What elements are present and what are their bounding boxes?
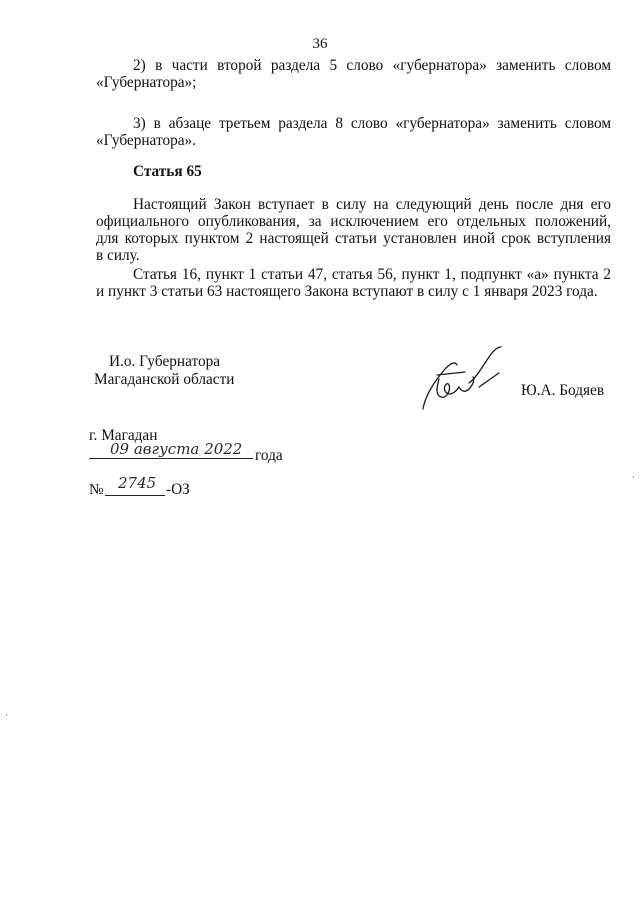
number-prefix: № <box>89 481 104 498</box>
item-2-number: 2) в <box>133 57 163 74</box>
page-number: 36 <box>312 36 328 52</box>
word: абзаце <box>168 115 212 132</box>
body-para-1-line-2: официального опубликования, за исключением его отдельных положений, <box>96 213 611 230</box>
item-2-line-2: «Губернатора»; <box>96 74 197 91</box>
date-underline <box>89 458 253 459</box>
word: словом <box>564 115 612 132</box>
number-handwritten: 2745 <box>118 474 157 492</box>
word: раздела <box>278 115 328 132</box>
word: слово <box>350 115 388 132</box>
item-3-line-2: «Губернатора». <box>96 132 196 149</box>
item-3-line-1 <box>133 115 611 132</box>
body-para-2-last-line: и пункт 3 статьи 63 настоящего Закона вступают в силу с 1 января 2023 года. <box>96 283 598 300</box>
body-para-1-line-1: Настоящий Закон вступает в силу на следующий день после дня его <box>133 196 611 213</box>
word: 5 <box>329 57 338 74</box>
scan-speck <box>6 714 7 716</box>
word: части <box>171 57 208 74</box>
word: третьем <box>218 115 271 132</box>
handwritten-signature <box>415 343 515 415</box>
number-underline <box>105 495 165 496</box>
signatory-name: Ю.А. Бодяев <box>521 382 605 399</box>
signatory-title-line-1: И.о. Губернатора <box>109 353 221 370</box>
word: слово <box>346 57 384 74</box>
body-para-1-line-3: для которых пунктом 2 настоящей статьи установлен иной срок вступления <box>96 230 611 247</box>
scan-speck <box>633 476 634 478</box>
place: г. Магадан <box>89 427 158 444</box>
word: «губернатора» <box>392 57 487 74</box>
word: заменить <box>497 115 557 132</box>
word: «губернатора» <box>395 115 490 132</box>
signatory-title-line-2: Магаданской области <box>94 371 235 388</box>
date-handwritten: 09 августа 2022 <box>110 440 243 458</box>
date-suffix: года <box>255 447 283 464</box>
body-para-1-last-line: в силу. <box>96 247 140 264</box>
item-2-line-1 <box>133 57 611 74</box>
article-heading: Статья 65 <box>133 163 202 180</box>
word: второй <box>217 57 262 74</box>
body-para-2-line-1: Статья 16, пункт 1 статьи 47, статья 56, пункт 1, подпункт «а» пункта 2 <box>133 266 611 283</box>
word: 8 <box>335 115 343 132</box>
word: раздела <box>270 57 321 74</box>
number-suffix: -ОЗ <box>166 481 190 498</box>
word: заменить <box>496 57 556 74</box>
item-3-number: 3) в <box>133 115 161 132</box>
word: словом <box>564 57 612 74</box>
